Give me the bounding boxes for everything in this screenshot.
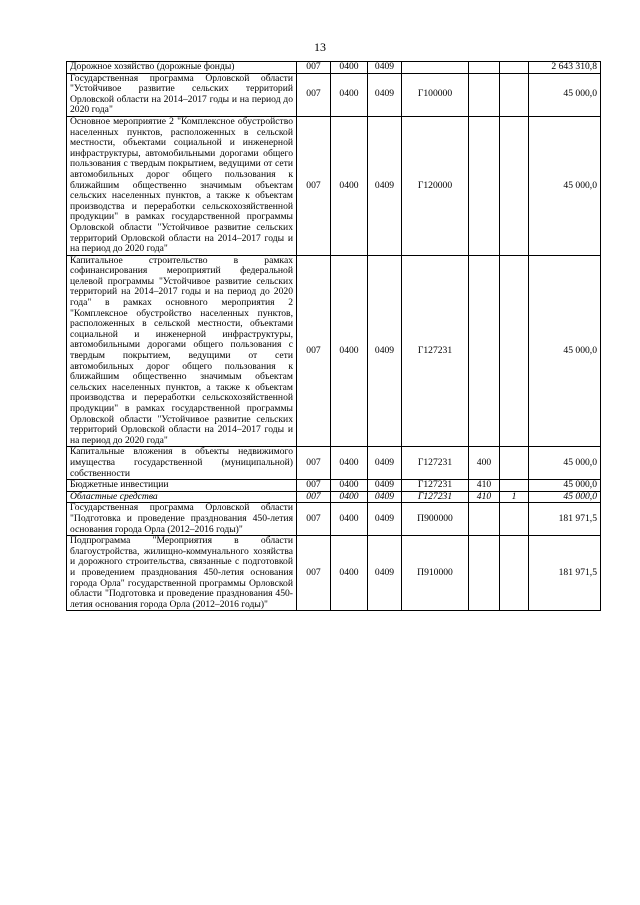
expense-type-code: 410 (469, 491, 500, 503)
table-row (67, 480, 601, 492)
amount: 2 643 310,8 (529, 62, 601, 74)
table-row (67, 73, 601, 116)
grbs-code: 007 (297, 480, 331, 492)
subsection-code: 0409 (368, 491, 402, 503)
amount: 45 000,0 (529, 480, 601, 492)
section-code: 0400 (331, 116, 368, 255)
classification-code (500, 480, 529, 492)
section-code: 0400 (331, 62, 368, 74)
amount: 181 971,5 (529, 536, 601, 611)
table-row (67, 116, 601, 255)
expense-type-code (469, 116, 500, 255)
classification-code (500, 447, 529, 480)
row-name: Государственная программа Орловской области "Подготовка и проведение празднования 450-летия основания города Орла (2012–2016 годы)" (67, 503, 297, 536)
row-name: Областные средства (67, 491, 297, 503)
expense-type-code (469, 536, 500, 611)
target-article-code: Г127231 (402, 491, 469, 503)
section-code: 0400 (331, 480, 368, 492)
grbs-code: 007 (297, 116, 331, 255)
target-article-code: П910000 (402, 536, 469, 611)
table-row (67, 503, 601, 536)
classification-code (500, 255, 529, 447)
grbs-code: 007 (297, 73, 331, 116)
expense-type-code: 400 (469, 447, 500, 480)
grbs-code: 007 (297, 503, 331, 536)
table-row (67, 255, 601, 447)
target-article-code: Г120000 (402, 116, 469, 255)
row-name: Бюджетные инвестиции (67, 480, 297, 492)
section-code: 0400 (331, 503, 368, 536)
subsection-code: 0409 (368, 447, 402, 480)
target-article-code: Г100000 (402, 73, 469, 116)
subsection-code: 0409 (368, 62, 402, 74)
classification-code (500, 536, 529, 611)
grbs-code: 007 (297, 62, 331, 74)
target-article-code: П900000 (402, 503, 469, 536)
expense-type-code: 410 (469, 480, 500, 492)
subsection-code: 0409 (368, 480, 402, 492)
subsection-code: 0409 (368, 503, 402, 536)
budget-table (66, 61, 601, 611)
classification-code (500, 503, 529, 536)
target-article-code: Г127231 (402, 255, 469, 447)
amount: 45 000,0 (529, 447, 601, 480)
classification-code (500, 116, 529, 255)
amount: 45 000,0 (529, 491, 601, 503)
section-code: 0400 (331, 491, 368, 503)
expense-type-code (469, 503, 500, 536)
target-article-code (402, 62, 469, 74)
row-name: Государственная программа Орловской области "Устойчивое развитие сельских территорий Орловской области на 2014–2017 годы и на период до 2020 года" (67, 73, 297, 116)
table-row (67, 447, 601, 480)
amount: 45 000,0 (529, 73, 601, 116)
grbs-code: 007 (297, 536, 331, 611)
page-number: 13 (314, 40, 326, 54)
subsection-code: 0409 (368, 73, 402, 116)
section-code: 0400 (331, 447, 368, 480)
section-code: 0400 (331, 536, 368, 611)
grbs-code: 007 (297, 255, 331, 447)
expense-type-code (469, 62, 500, 74)
subsection-code: 0409 (368, 536, 402, 611)
grbs-code: 007 (297, 491, 331, 503)
table-row (67, 536, 601, 611)
target-article-code: Г127231 (402, 480, 469, 492)
row-name: Капитальное строительство в рамках софинансирования мероприятий федеральной целевой программы "Устойчивое развитие сельских территорий на 2014–2017 годы и на период до 2020 года" в рамках основного мероприятия 2 "Комплексное обустройство населенных пунктов, расположенных в сельской местности, объектами социальной и инженерной инфраструктуры, автомобильными дорогами общего пользования с твердым покрытием, ведущими от сети автомобильных дорог общего пользования к ближайшим общественно значимым объектам сельских населенных пунктов, а также к объектам производства и переработки сельскохозяйственной продукции" в рамках государственной программы Орловской области "Устойчивое развитие сельских территорий Орловской области на 2014–2017 годы и на период до 2020 года" (67, 255, 297, 447)
table-row (67, 491, 601, 503)
subsection-code: 0409 (368, 255, 402, 447)
amount: 45 000,0 (529, 255, 601, 447)
classification-code: 1 (500, 491, 529, 503)
section-code: 0400 (331, 73, 368, 116)
classification-code (500, 73, 529, 116)
amount: 45 000,0 (529, 116, 601, 255)
classification-code (500, 62, 529, 74)
row-name: Основное мероприятие 2 "Комплексное обустройство населенных пунктов, расположенных в сельской местности, объектами социальной и инженерной инфраструктуры, автомобильными дорогами общего пользования с твердым покрытием, ведущими от сети автомобильных дорог общего пользования к ближайшим общественно значимым объектам сельских населенных пунктов, а также к объектам производства и переработки сельскохозяйственной продукции" в рамках государственной программы Орловской области "Устойчивое развитие сельских территорий Орловской области на 2014–2017 годы и на период до 2020 года" (67, 116, 297, 255)
row-name: Капитальные вложения в объекты недвижимого имущества государственной (муниципальной) собственности (67, 447, 297, 480)
expense-type-code (469, 73, 500, 116)
row-name: Подпрограмма "Мероприятия в области благоустройства, жилищно-коммунального хозяйства и дорожного строительства, связанные с подготовкой и проведением празднования 450-летия основания города Орла" государственной программы Орловской области "Подготовка и проведение празднования 450-летия основания города Орла (2012–2016 годы)" (67, 536, 297, 611)
expense-type-code (469, 255, 500, 447)
subsection-code: 0409 (368, 116, 402, 255)
grbs-code: 007 (297, 447, 331, 480)
target-article-code: Г127231 (402, 447, 469, 480)
table-row (67, 62, 601, 74)
amount: 181 971,5 (529, 503, 601, 536)
row-name: Дорожное хозяйство (дорожные фонды) (67, 62, 297, 74)
section-code: 0400 (331, 255, 368, 447)
